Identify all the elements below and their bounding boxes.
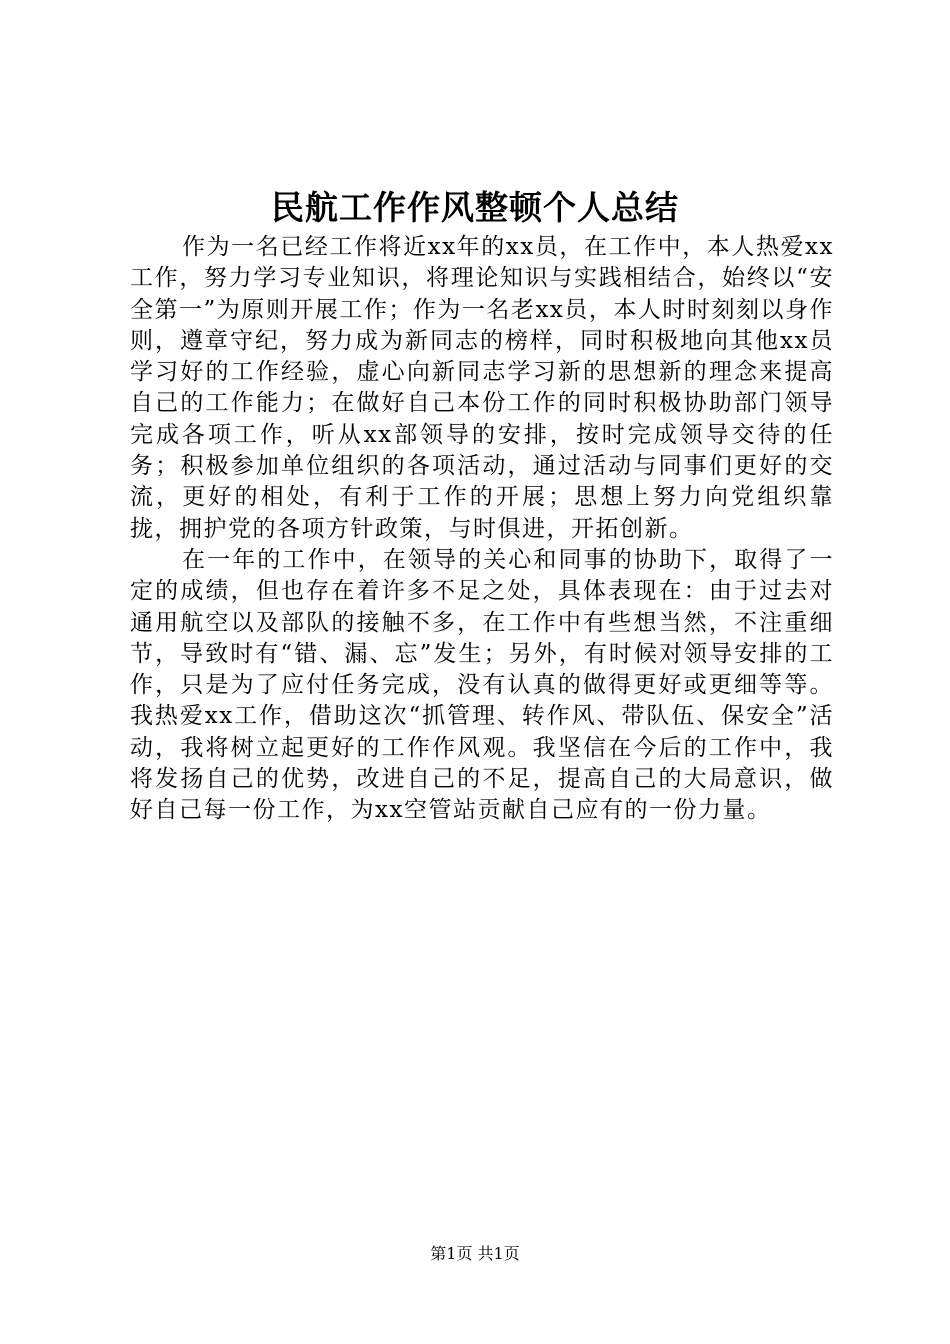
paragraph-2: 在一年的工作中，在领导的关心和同事的协助下，取得了一定的成绩，但也存在着许多不足之处，具体表现在：由于过去对通用航空以及部队的接触不多，在工作中有些想当然，不注重细节，导致时有“错、漏、忘”发生；另外，有时候对领导安排的工作，只是为了应付任务完成，没有认真的做得更好或更细等等。我热爱xx工作，借助这次“抓管理、转作风、带队伍、保安全”活动，我将树立起更好的工作作风观。我坚信在今后的工作中，我将发扬自己的优势，改进自己的不足，提高自己的大局意识，做好自己每一份工作，为xx空管站贡献自己应有的一份力量。 bbox=[130, 546, 834, 824]
document-title: 民航工作作风整顿个人总结 bbox=[271, 188, 679, 227]
paragraph-1: 作为一名已经工作将近xx年的xx员，在工作中，本人热爱xx工作，努力学习专业知识，将理论知识与实践相结合，始终以“安全第一”为原则开展工作；作为一名老xx员，本人时时刻刻以身作则，遵章守纪，努力成为新同志的榜样，同时积极地向其他xx员学习好的工作经验，虚心向新同志学习新的思想新的理念来提高自己的工作能力；在做好自己本份工作的同时积极协助部门领导完成各项工作，听从xx部领导的安排，按时完成领导交待的任务；积极参加单位组织的各项活动，通过活动与同事们更好的交流，更好的相处，有利于工作的开展；思想上努力向党组织靠拢，拥护党的各项方针政策，与时俱进，开拓创新。 bbox=[130, 234, 834, 542]
page-footer: 第1页 共1页 bbox=[430, 1244, 520, 1263]
document-body bbox=[130, 232, 834, 827]
